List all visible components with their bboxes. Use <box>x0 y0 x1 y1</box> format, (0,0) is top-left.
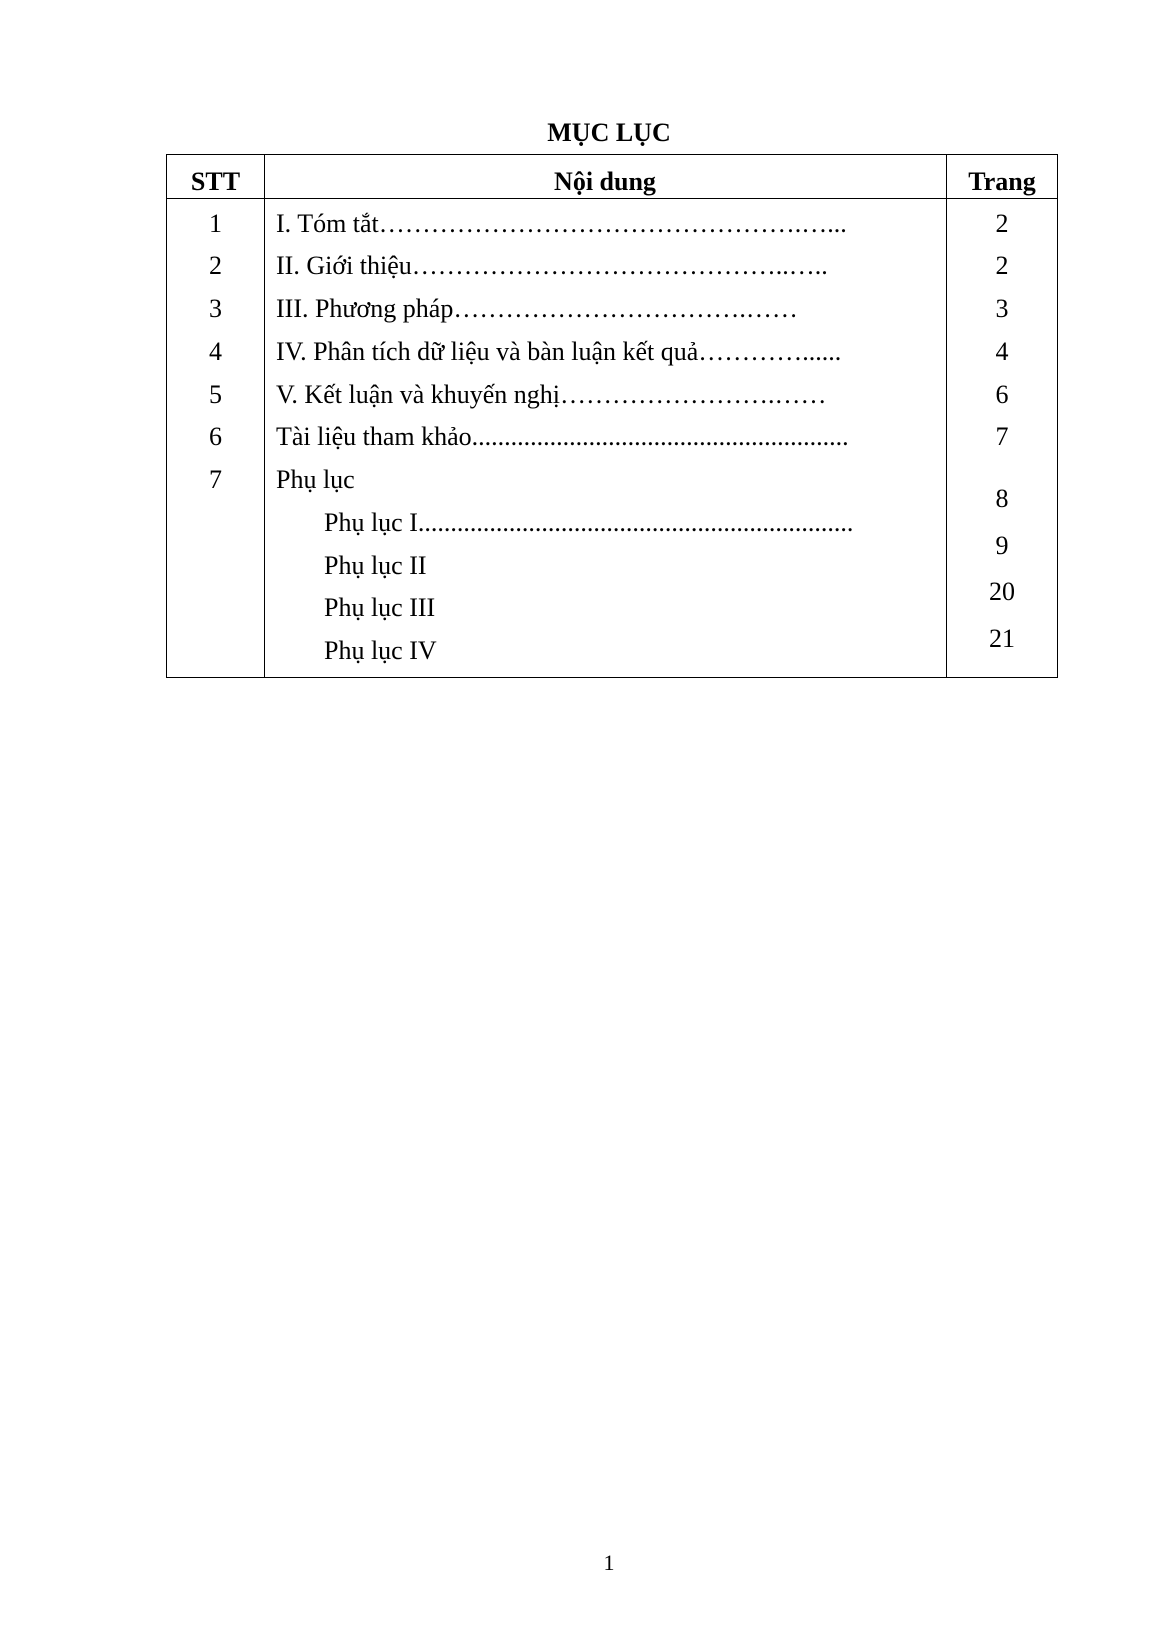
row-content: IV. Phân tích dữ liệu và bàn luận kết quả…………...... <box>276 337 842 366</box>
table-of-contents <box>166 154 1058 678</box>
row-page: 2 <box>995 209 1009 238</box>
row-page: 2 <box>995 251 1009 280</box>
row-stt: 1 <box>209 209 222 238</box>
row-page: 6 <box>995 380 1009 409</box>
appendix-page: 21 <box>989 624 1015 653</box>
appendix-item: Phụ lục IV <box>324 636 437 665</box>
row-content: II. Giới thiệu……………………………………..….. <box>276 251 828 280</box>
appendix-item: Phụ lục II <box>324 551 427 580</box>
row-page: 4 <box>995 337 1009 366</box>
row-content: I. Tóm tắt………………………………………….…... <box>276 209 847 238</box>
appendix-item: Phụ lục III <box>324 593 436 622</box>
row-stt: 6 <box>209 422 222 451</box>
row-content: Tài liệu tham khảo.......................................................... <box>276 422 849 451</box>
page-number: 1 <box>603 1550 615 1575</box>
row-page: 7 <box>995 422 1009 451</box>
row-content: V. Kết luận và khuyến nghị…………………….…… <box>276 380 827 409</box>
document-title: MỤC LỤC <box>547 118 671 147</box>
row-page: 3 <box>995 294 1009 323</box>
header-divider <box>167 198 1057 199</box>
column-divider <box>264 155 265 677</box>
row-stt: 5 <box>209 380 222 409</box>
header-content: Nội dung <box>554 167 656 196</box>
appendix-page: 9 <box>995 531 1009 560</box>
row-stt: 7 <box>209 465 222 494</box>
header-stt: STT <box>190 167 241 196</box>
row-content: Phụ lục <box>276 465 355 494</box>
header-page: Trang <box>968 167 1036 196</box>
appendix-item: Phụ lục I................................................................... <box>324 508 854 537</box>
row-content: III. Phương pháp…………………………….…… <box>276 294 798 323</box>
appendix-page: 8 <box>995 484 1009 513</box>
row-stt: 4 <box>209 337 222 366</box>
row-stt: 3 <box>209 294 222 323</box>
row-stt: 2 <box>209 251 222 280</box>
appendix-page: 20 <box>989 577 1015 606</box>
